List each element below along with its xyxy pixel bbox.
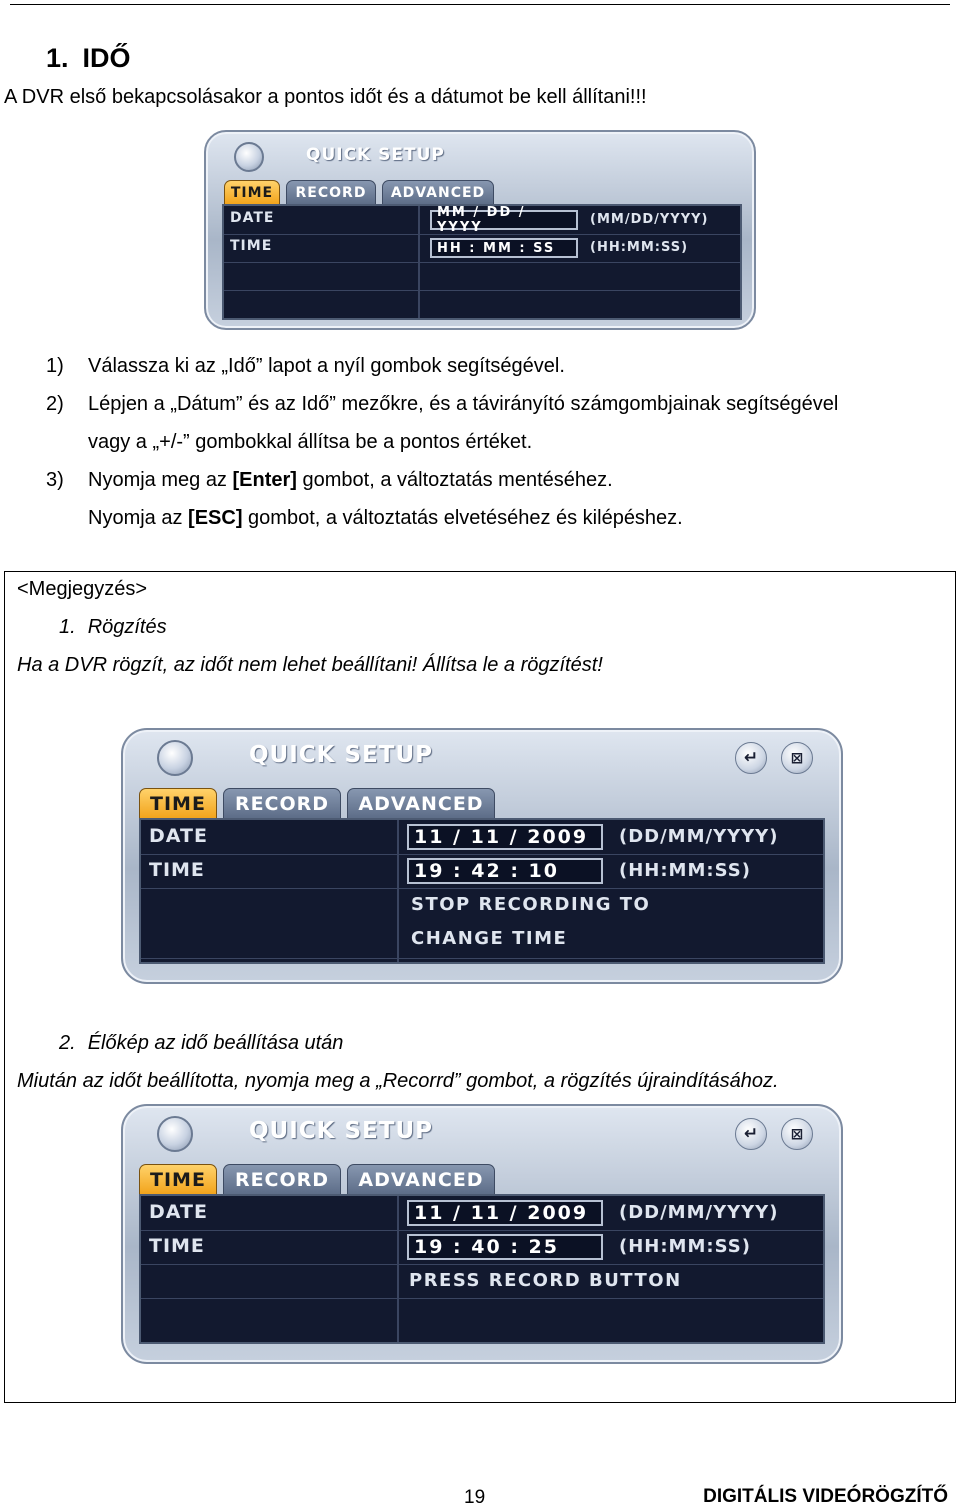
screen-title: QUICK SETUP <box>249 742 433 768</box>
tab-bar <box>139 788 501 818</box>
time-label: TIME <box>149 1235 205 1257</box>
date-field[interactable]: 11 / 11 / 2009 <box>407 824 603 850</box>
tab-bar <box>224 180 500 204</box>
message-line-2: CHANGE TIME <box>411 928 568 949</box>
tab-time[interactable]: TIME <box>139 788 217 818</box>
step-3: 3) Nyomja meg az [Enter] gombot, a változtatás mentéséhez. <box>46 469 613 491</box>
enter-icon[interactable]: ↵ <box>735 1118 767 1150</box>
quick-setup-screen-1 <box>204 130 756 330</box>
note-label: <Megjegyzés> <box>17 578 148 600</box>
steps-list <box>0 347 960 537</box>
note-item-1-title: 1. Rögzítés <box>59 616 167 638</box>
step-2: 2) Lépjen a „Dátum” és az Idő” mezőkre, és a távirányító számgombjainak segítségével <box>46 393 839 415</box>
time-label: TIME <box>149 859 205 881</box>
footer-title: DIGITÁLIS VIDEÓRÖGZÍTŐ <box>703 1486 948 1507</box>
time-format-hint: (HH:MM:SS) <box>619 860 751 881</box>
date-format-hint: (DD/MM/YYYY) <box>619 826 779 847</box>
time-field[interactable]: HH : MM : SS <box>430 238 578 258</box>
close-icon[interactable]: ⊠ <box>781 1118 813 1150</box>
close-icon[interactable]: ⊠ <box>781 742 813 774</box>
screen-title: QUICK SETUP <box>306 145 445 165</box>
settings-table <box>139 1194 825 1344</box>
menu-knob-icon <box>234 142 264 172</box>
note-item-2-title: 2. Élőkép az idő beállítása után <box>59 1032 344 1054</box>
note-box <box>4 571 956 1403</box>
tab-advanced[interactable]: ADVANCED <box>347 1164 495 1194</box>
date-label: DATE <box>149 1201 208 1223</box>
menu-knob-icon <box>157 1116 193 1152</box>
tab-advanced[interactable]: ADVANCED <box>382 180 494 204</box>
page-number: 19 <box>464 1487 486 1508</box>
tab-bar <box>139 1164 501 1194</box>
tab-advanced[interactable]: ADVANCED <box>347 788 495 818</box>
note-item-1-text: Ha a DVR rögzít, az időt nem lehet beállítani! Állítsa le a rögzítést! <box>17 654 603 676</box>
message-line-1: STOP RECORDING TO <box>411 894 651 915</box>
section-title: IDŐ <box>82 43 131 73</box>
menu-knob-icon <box>157 740 193 776</box>
note-item-2-text: Miután az időt beállította, nyomja meg a „Recorrd” gombot, a rögzítés újraindításához. <box>17 1070 779 1092</box>
settings-table <box>139 818 825 964</box>
step-2-cont: vagy a „+/-” gombokkal állítsa be a pontos értéket. <box>88 431 533 453</box>
screen-title: QUICK SETUP <box>249 1118 433 1144</box>
quick-setup-screen-2 <box>121 728 843 984</box>
time-label: TIME <box>230 238 273 254</box>
intro-text: A DVR első bekapcsolásakor a pontos időt és a dátumot be kell állítani!!! <box>4 86 647 108</box>
enter-icon[interactable]: ↵ <box>735 742 767 774</box>
time-field[interactable]: 19 : 42 : 10 <box>407 858 603 884</box>
date-format-hint: (DD/MM/YYYY) <box>619 1202 779 1223</box>
row-empty-1 <box>224 262 740 291</box>
date-format-hint: (MM/DD/YYYY) <box>590 212 709 227</box>
section-heading <box>46 43 131 74</box>
top-rule <box>10 4 950 5</box>
tab-record[interactable]: RECORD <box>223 1164 341 1194</box>
tab-time[interactable]: TIME <box>139 1164 217 1194</box>
quick-setup-screen-3 <box>121 1104 843 1364</box>
tab-record[interactable]: RECORD <box>223 788 341 818</box>
step-3-cont: Nyomja az [ESC] gombot, a változtatás elvetéséhez és kilépéshez. <box>88 507 683 529</box>
date-label: DATE <box>149 825 208 847</box>
time-format-hint: (HH:MM:SS) <box>590 240 689 255</box>
date-label: DATE <box>230 210 275 226</box>
step-1: 1) Válassza ki az „Idő” lapot a nyíl gombok segítségével. <box>46 355 565 377</box>
time-field[interactable]: 19 : 40 : 25 <box>407 1234 603 1260</box>
date-field[interactable]: MM / DD / YYYY <box>430 210 578 230</box>
time-format-hint: (HH:MM:SS) <box>619 1236 751 1257</box>
date-field[interactable]: 11 / 11 / 2009 <box>407 1200 603 1226</box>
tab-record[interactable]: RECORD <box>286 180 376 204</box>
message-line-1: PRESS RECORD BUTTON <box>409 1270 682 1291</box>
section-number: 1. <box>46 43 69 73</box>
tab-time[interactable]: TIME <box>224 180 280 204</box>
settings-table <box>222 204 742 320</box>
